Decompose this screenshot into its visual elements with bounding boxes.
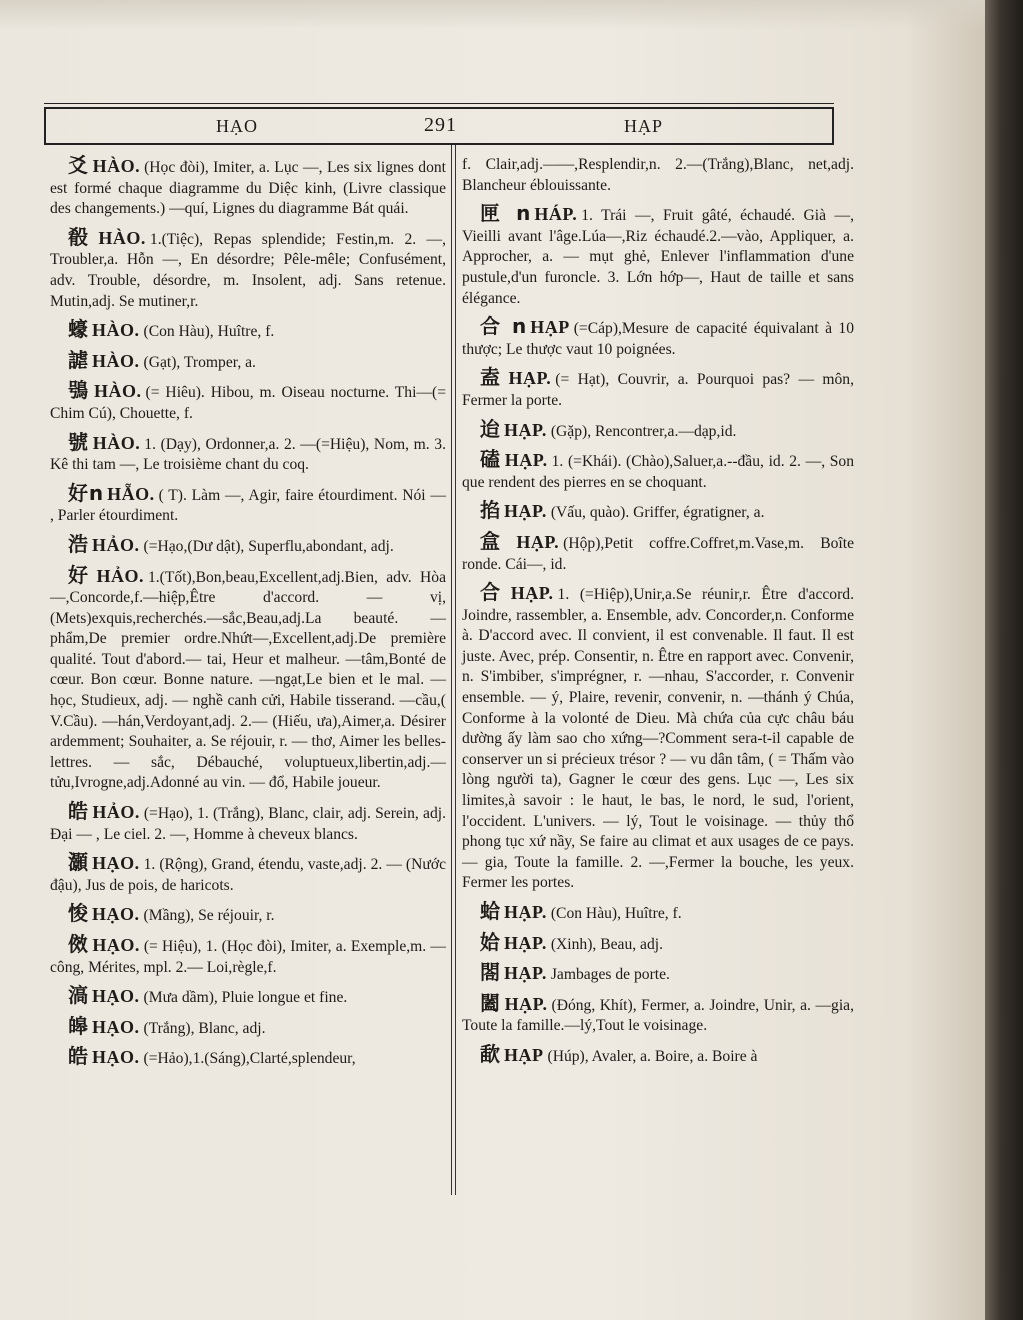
chinese-character: 蛤 — [480, 899, 500, 923]
definition: (=Cáp),Mesure de capacité équivalant à 10 thược; Le thược vaut 10 poignées. — [462, 320, 854, 358]
dictionary-entry — [50, 903, 446, 927]
column-divider — [451, 145, 456, 1195]
headword: HẠO. — [92, 1016, 140, 1037]
definition: (Con Hàu), Huître, f. — [550, 905, 682, 922]
headword: HẠP. — [516, 531, 560, 552]
header-left-guide-word: HẠO — [216, 116, 258, 136]
dictionary-entry — [462, 367, 854, 411]
dictionary-entry — [50, 380, 446, 424]
right-column — [462, 155, 854, 1075]
chinese-character: 匣 n — [480, 201, 531, 226]
definition: 1. (Rộng), Grand, étendu, vaste,adj. 2. — (Nước đậu), Jus de pois, de haricots. — [50, 856, 446, 894]
chinese-character: 皓 — [68, 799, 89, 824]
dictionary-entry — [50, 985, 446, 1009]
chinese-character: 闔 — [480, 990, 501, 1015]
chinese-character: 磕 — [480, 447, 501, 472]
chinese-character: 皞 — [68, 1013, 88, 1038]
book-binding-edge — [985, 0, 1023, 1320]
dictionary-entry — [50, 347, 446, 374]
headword: HẴO. — [107, 483, 155, 504]
definition: 1. (Dạy), Ordonner,a. 2. —(=Hiệu), Nom, m. 3. Kê thi tam —, Le troisième chant du coq. — [50, 435, 447, 474]
definition: (Học đòi), Imiter, a. Lục —, Les six lignes dont est formé chaque diagramme du Diệc kinh, (Livre classique des changements.) —quí, Lignes du diagramme Bát quái. — [50, 159, 447, 218]
definition: 1. (=Khái). (Chào),Saluer,a.--đầu, id. 2. —, Son que rendent des pierres en se choquant. — [462, 453, 855, 491]
headword: HẠO. — [92, 986, 140, 1007]
definition: (= Hiêu). Hibou, m. Oiseau nocturne. Thi—(= Chim Cú), Chouette, f. — [50, 384, 446, 422]
headword: HẠO. — [92, 904, 140, 925]
chinese-character: 謔 — [68, 347, 88, 372]
chinese-character: 爻 — [68, 153, 89, 177]
dictionary-entry — [50, 480, 446, 527]
dictionary-entry — [50, 562, 446, 795]
chinese-character: 灝 — [68, 850, 89, 875]
dictionary-entry — [462, 500, 854, 524]
dictionary-entry — [50, 852, 446, 896]
chinese-character: 掐 — [480, 498, 500, 523]
chinese-character: 皓 — [68, 1044, 88, 1069]
headword: HÀO. — [94, 381, 142, 402]
chinese-character: 合 — [480, 580, 507, 605]
definition: (Mầng), Se réjouir, r. — [143, 907, 275, 925]
chinese-character: 歃 — [480, 1041, 500, 1066]
chinese-character: 殽 — [68, 224, 95, 249]
headword: HẠP. — [504, 963, 547, 984]
dictionary-entry — [462, 416, 854, 443]
definition: ( T). Làm —, Agir, faire étourdiment. Nói — , Parler étourdiment. — [50, 486, 446, 525]
definition: Jambages de porte. — [550, 966, 670, 984]
left-column — [50, 155, 446, 1077]
headword: HÀO. — [92, 350, 140, 371]
chinese-character: 浩 — [68, 531, 88, 556]
definition: (Xinh), Beau, adj. — [550, 935, 663, 953]
chinese-character: 鴞 — [68, 378, 91, 403]
definition: (= Hiệu), 1. (Học đòi), Imiter, a. Exemple,m. —công, Mérites, mpl. 2.— Loi,règle,f. — [50, 938, 447, 976]
page-number: 291 — [424, 114, 457, 136]
dictionary-entry — [462, 449, 854, 493]
definition: (Vấu, quào). Griffer, égratigner, a. — [550, 504, 765, 522]
headword: HẢO. — [92, 534, 140, 555]
headword: HẠP — [504, 1044, 544, 1065]
running-header — [44, 107, 834, 145]
headword: HẠO. — [92, 935, 140, 955]
dictionary-entry — [50, 1046, 446, 1070]
chinese-character: 迨 — [480, 416, 500, 441]
definition: 1.(Tốt),Bon,beau,Excellent,adj.Bien, adv. Hòa—,Concorde,f.—hiệp,Être d'accord. — vị, (Mets)exquis,recherchés.—sắc,Beau,adj.La beauté. —phẩm,De premier ordre.Nhứt—,Excellent,adj.De première qualité. Tout d'abord.— tai, Heur et malheur. —tâm,Bonté de cœur. Bon cœur. Bonne nature. —ngạt,Le bien et le mal. — học, Studieux, adj. — nghề canh cửi, Habile tisserand. —cầu,( V.Cầu). —hán,Verdoyant,adj. 2.— (Hiếu, ưa),Aimer,a. Désirer ardemment; Souhaiter, a. Se réjouir, r. — thơ, Aimer les belles-lettres. — sắc, Débauché, voluptueux,libertin,adj.—tửu,Ivrogne,adj.Adonné au vin. — đổ, Habile joueur. — [50, 568, 446, 792]
definition: (Gạt), Tromper, a. — [143, 353, 256, 371]
headword: HẢO. — [92, 802, 140, 823]
dictionary-entry — [462, 582, 854, 894]
chinese-character: 盍 — [480, 365, 505, 390]
definition: 1. Trái —, Fruit gâté, échaudé. Già —, Vieilli avant l'âge.Lúa—,Riz échaudé.2.—vào, Appliquer, a. Approcher, a. — mụt ghẻ, Enlever l'inflammation d'une pustule,d'un furoncle. 3. Lớn hớp—, Haut de taille et sans élégance. — [462, 207, 855, 307]
definition: (Gặp), Rencontrer,a.—dạp,id. — [550, 422, 737, 440]
definition: (Hộp),Petit coffre.Coffret,m.Vase,m. Boîte ronde. Cái—, id. — [462, 534, 854, 573]
dictionary-entry — [50, 801, 446, 845]
dictionary-entry — [462, 528, 854, 575]
definition: (Húp), Avaler, a. Boire, a. Boire à — [547, 1047, 758, 1065]
headword: HẠP. — [508, 368, 552, 389]
continued-entry: f. Clair,adj.——,Resplendir,n. 2.—(Trắng),Blanc, net,adj. Blancheur éblouissante. — [462, 156, 854, 194]
dictionary-entry — [462, 316, 854, 360]
definition: (Mưa dầm), Pluie longue et fine. — [143, 989, 348, 1007]
chinese-character: 閤 — [480, 960, 500, 985]
headword: HẠP. — [504, 932, 547, 953]
chinese-character: 盒 — [480, 528, 513, 553]
chinese-character: 號 — [68, 429, 89, 454]
headword: HÁP. — [534, 204, 578, 225]
headword: HẠP. — [504, 902, 547, 922]
dictionary-entry — [50, 429, 447, 476]
definition: 1.(Tiệc), Repas splendide; Festin,m. 2. —, Troubler,a. Hỗn —, En désordre; Pêle-mêle; Confusément, adv. Trouble, désordre, m. Insolent, adj. Sans retenue. Mutin,adj. Se mutiner,r. — [50, 230, 446, 310]
dictionary-entry — [50, 155, 446, 220]
dictionary-entry — [50, 1013, 446, 1040]
chinese-character: 傚 — [68, 932, 89, 956]
chinese-character: 悛 — [68, 901, 88, 926]
chinese-character: 合 n — [480, 314, 527, 339]
definition: (Trắng), Blanc, adj. — [143, 1019, 266, 1037]
headword: HẠP. — [504, 450, 548, 471]
dictionary-entry — [50, 934, 446, 978]
headword: HẢO. — [96, 565, 144, 586]
chinese-character: 好n — [68, 480, 104, 505]
headword: HẠP. — [510, 583, 554, 604]
dictionary-entry — [462, 962, 854, 986]
headword: HẠP. — [504, 993, 548, 1014]
headword: HÀO. — [92, 432, 141, 453]
dictionary-entry — [50, 319, 446, 343]
headword: HẠO. — [92, 853, 140, 874]
definition: (Đóng, Khít), Fermer, a. Joindre, Unir, a. —gia, Toute la famille.—lý,Tout le voisinage. — [462, 996, 855, 1035]
headword: HÀO. — [92, 156, 141, 176]
header-right-guide-word: HẠP — [624, 116, 664, 136]
definition: 1. (=Hiệp),Unir,a.Se réunir,r. Être d'accord. Joindre, rassembler, a. Ensemble, adv. Concorder,n. Conforme à. D'accord avec. Il convient, il est convenable. Il faut. Il est juste. Avec, prép. Consentir, n. Être en rapport avec. Convenir, n. S'imbiber, s'imprégner, r. —nhau, S'accorder, r. Convenir ensemble. — ý, Plaire, revenir, convenir, n. —thánh ý Chúa, Conforme à la volonté de Dieu. Mà chứa của cực châu báu dường ấy làm sao cho xứng—?Comment sera-t-il capable de conserver un si précieux trésor ? — vu dân tâm, ( = Thấm vào lòng người ta), Gagner le cœur des gens. Lục —, Les six limites,à savoir : le haut, le bas, le nord, le sud, l'orient, l'occident. L'univers. — lý, Tout le voisinage. — thủy thổ phong tục xứ nầy, Se faire au climat et aux usages de ce pays. — gia, Toute la famille. 2. —,Fermer la bouche, les yeux. Fermer les portes. — [462, 586, 854, 892]
headword: HẠP — [530, 317, 570, 338]
definition: (=Hạo,(Dư dật), Superflu,abondant, adj. — [143, 537, 394, 555]
chinese-character: 蠔 — [68, 317, 88, 342]
dictionary-entry — [462, 901, 854, 925]
dictionary-entry — [462, 990, 855, 1037]
headword: HẠP. — [504, 501, 547, 522]
definition: (=Hảo),1.(Sáng),Clarté,splendeur, — [143, 1050, 356, 1068]
headword: HÀO. — [98, 227, 146, 248]
dictionary-entry — [50, 224, 446, 312]
headword: HÀO. — [92, 320, 140, 341]
definition: (= Hạt), Couvrir, a. Pourquoi pas? — môn, Fermer la porte. — [462, 371, 855, 409]
dictionary-entry — [462, 929, 854, 956]
headword: HẠP. — [504, 419, 547, 440]
dictionary-entry — [50, 531, 446, 558]
dictionary-entry — [462, 1041, 854, 1068]
chinese-character: 姶 — [480, 929, 500, 954]
chinese-character: 好 — [68, 562, 93, 587]
definition: (=Hạo), 1. (Trắng), Blanc, clair, adj. Serein, adj. Đại — , Le ciel. 2. —, Homme à cheveux blancs. — [50, 805, 447, 843]
chinese-character: 滈 — [68, 983, 88, 1008]
headword: HẠO. — [92, 1047, 140, 1068]
definition: (Con Hàu), Huître, f. — [143, 323, 275, 341]
dictionary-entry — [462, 203, 854, 309]
page-shadow — [0, 0, 985, 30]
